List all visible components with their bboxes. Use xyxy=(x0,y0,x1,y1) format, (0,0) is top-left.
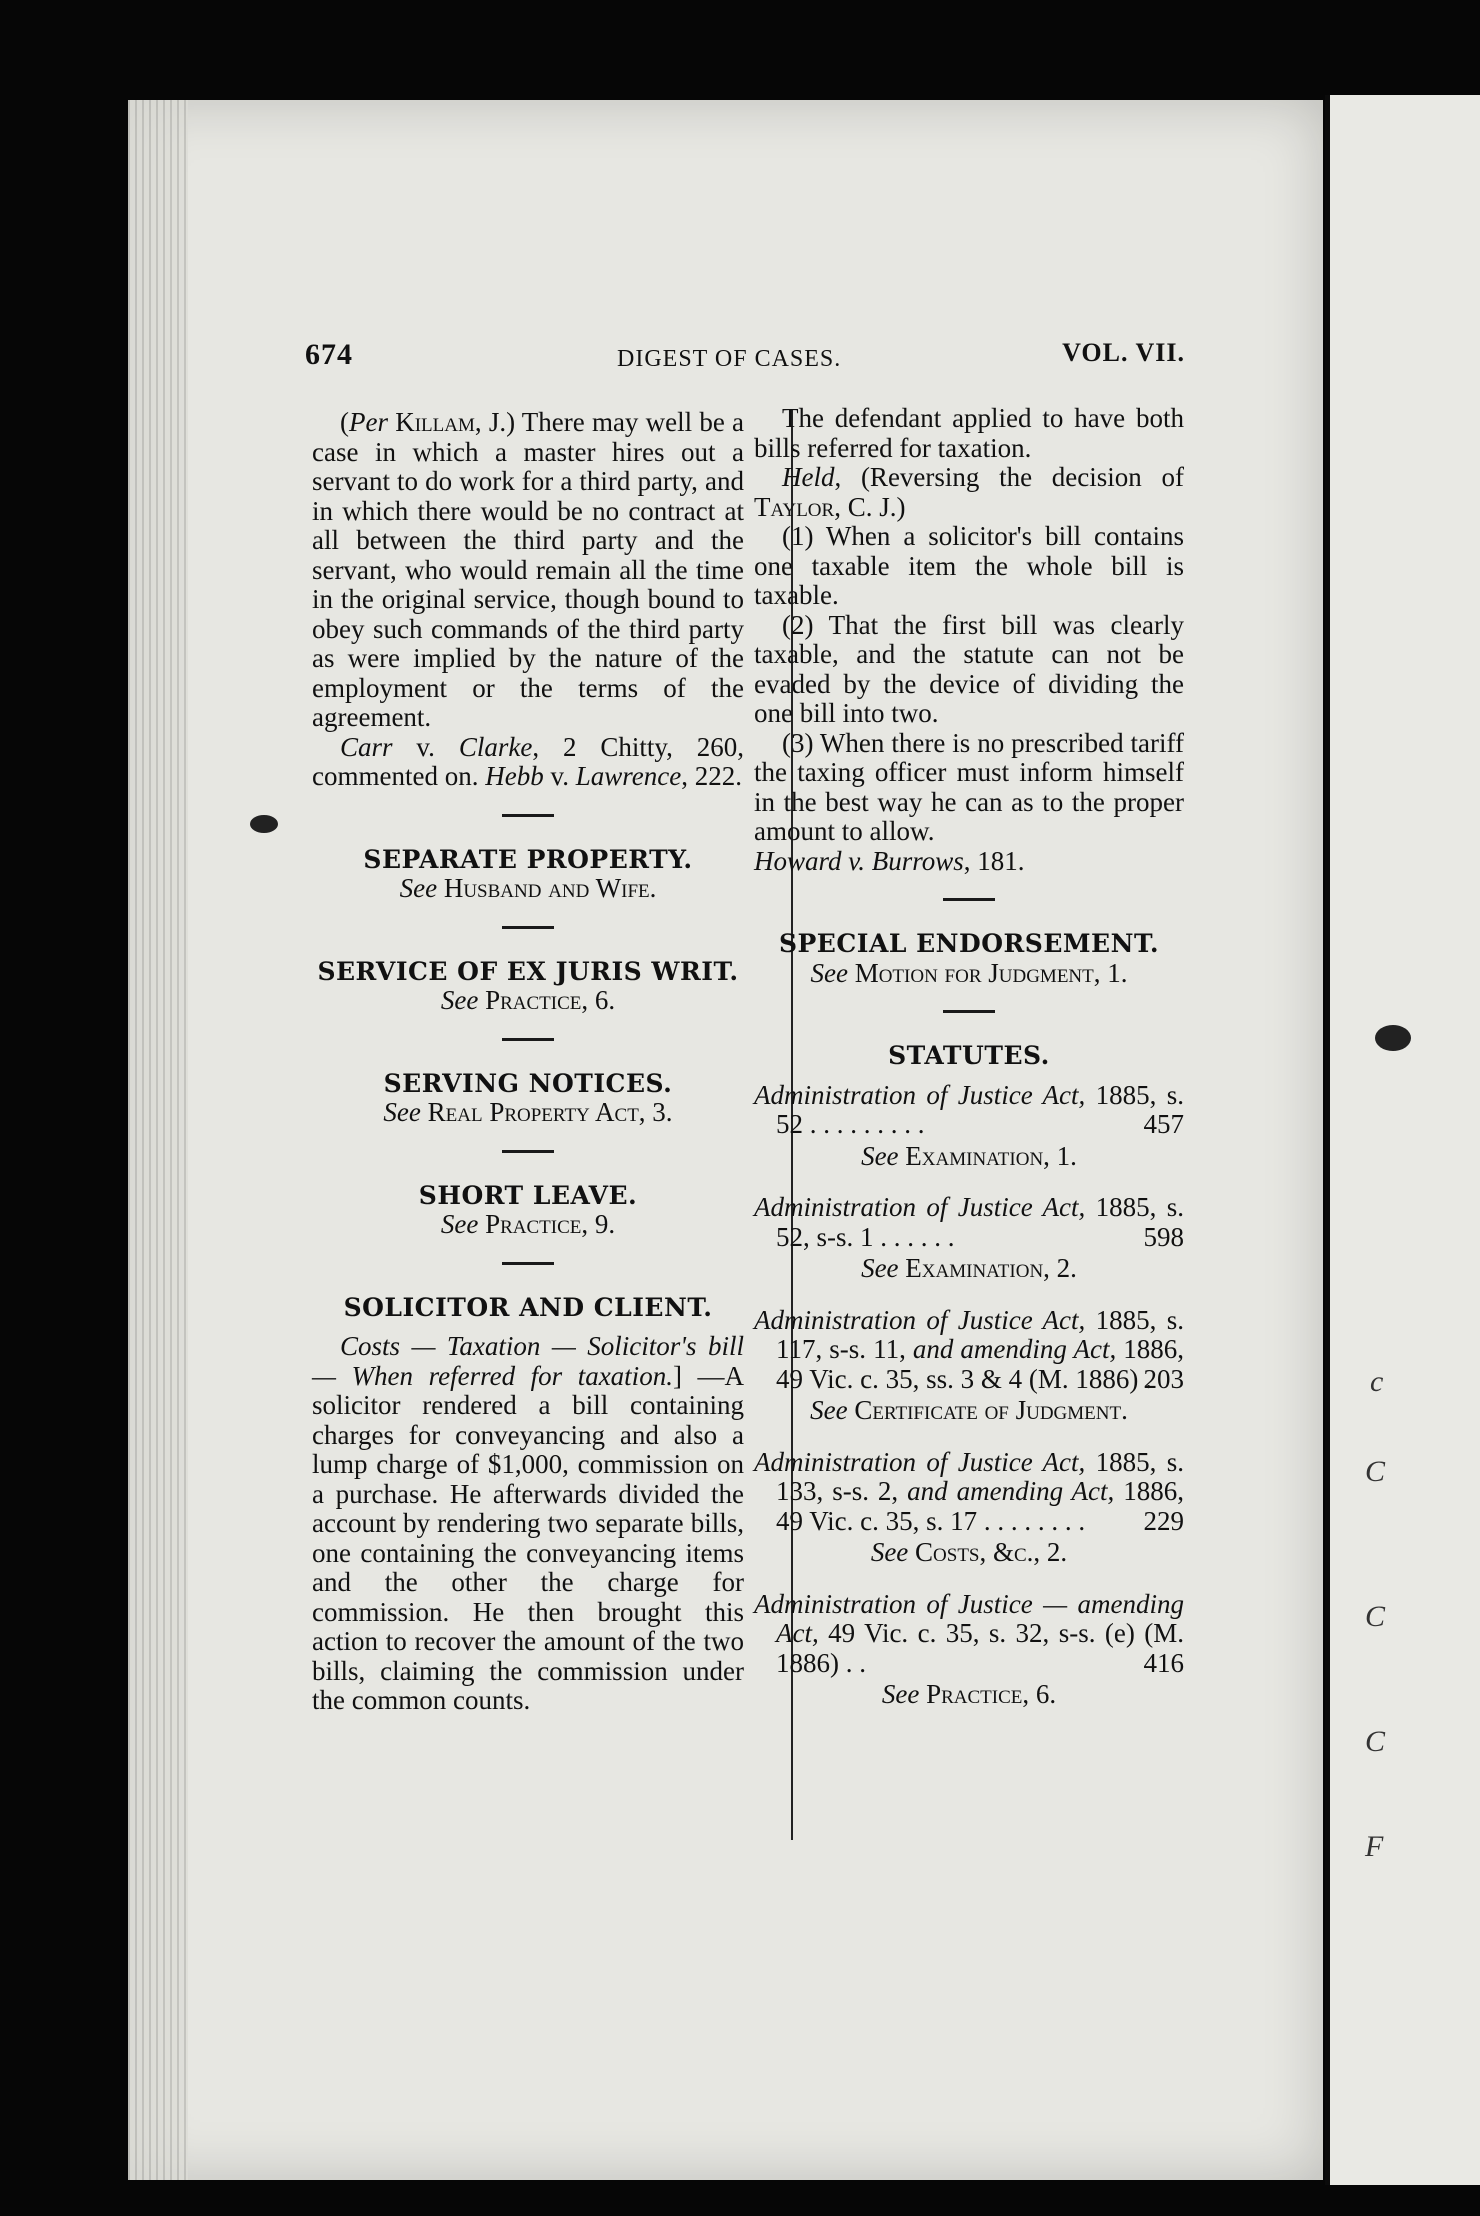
statute-entry xyxy=(754,1193,1184,1284)
section-rule xyxy=(502,1262,554,1265)
running-header xyxy=(305,330,1205,380)
paragraph: Costs — Taxation — Solicitor's bill— When referred for taxation.] —A solicitor rendered a bill containing charges for conveyancing and also a lump charge of $1,000, commission on a purchase. He afterwards divided the account by rendering two separate bills, one containing the conveyancing items and the other the charge for commission. He then brought this action to recover the amount of the two bills, claiming the commission under the common counts. xyxy=(312,1331,745,1715)
cross-reference: See Practice, 9. xyxy=(440,1209,616,1239)
page-number: 674 xyxy=(305,338,353,371)
section-heading: SPECIAL ENDORSEMENT. xyxy=(778,929,1160,958)
right-column xyxy=(754,404,1184,1732)
section-heading: STATUTES. xyxy=(888,1041,1050,1070)
cross-reference: See Certificate of Judgment. xyxy=(810,1395,1128,1425)
statute-entry xyxy=(754,1590,1184,1710)
cross-reference: See Examination, 2. xyxy=(861,1253,1077,1283)
statute-citation: Administration of Justice Act, 1885, s. 117, s-s. 11, and amending Act, 1886, 49 Vic. c. 35, ss. 3 & 4 (M. 1886) . 203 xyxy=(754,1304,1184,1394)
cross-reference: See Examination, 1. xyxy=(861,1140,1077,1171)
running-title: DIGEST OF CASES. xyxy=(617,346,842,372)
volume-label: VOL. VII. xyxy=(1062,338,1185,367)
cross-reference: See Motion for Judgment, 1. xyxy=(810,957,1128,988)
paragraph: The defendant applied to have both bills referred for taxation. xyxy=(754,403,1184,463)
page-ref: 229 xyxy=(1143,1505,1184,1536)
paragraph: (2) That the first bill was clearly taxable, and the statute can not be evaded by the device of dividing the one bill into two. xyxy=(754,609,1184,728)
statute-entry xyxy=(754,1081,1184,1172)
facing-fragment: c xyxy=(1370,1365,1384,1398)
statute-citation: Administration of Justice — amending Act, 49 Vic. c. 35, s. 32, s-s. (e) (M. 1886) . . 416 xyxy=(754,1588,1184,1678)
paragraph: Carr v. Clarke, 2 Chitty, 260, commented on. Hebb v. Lawrence, 222. xyxy=(312,731,744,791)
case-citation: Howard v. Burrows, 181. xyxy=(754,845,1025,876)
ink-blot xyxy=(1375,1025,1411,1051)
cross-reference: See Husband and Wife. xyxy=(399,873,657,903)
section-rule xyxy=(502,926,554,929)
page-ref: 416 xyxy=(1143,1647,1184,1678)
section-rule xyxy=(943,1010,995,1013)
section-heading: SEPARATE PROPERTY. xyxy=(363,844,693,874)
paragraph: (Per Killam, J.) There may well be a case in which a master hires out a servant to do work for a third party, and in which there would be no contract at all between the third party and the servant, who would remain all the time in the original service, though bound to obey such commands of the third party as were implied by the nature of the employment or the terms of the agreement. xyxy=(312,407,745,732)
facing-fragment: C xyxy=(1365,1725,1386,1758)
cross-reference: See Costs, &c., 2. xyxy=(870,1537,1068,1567)
cross-reference: See Real Property Act, 3. xyxy=(383,1097,673,1127)
facing-fragment: C xyxy=(1365,1455,1386,1488)
page-ref: 598 xyxy=(1143,1221,1184,1252)
facing-fragment: C xyxy=(1365,1600,1386,1633)
cross-reference: See Practice, 6. xyxy=(440,985,616,1015)
section-rule xyxy=(502,1038,554,1041)
statute-entry xyxy=(754,1448,1184,1568)
facing-page xyxy=(1325,95,1480,2185)
section-heading: SERVICE OF EX JURIS WRIT. xyxy=(317,956,739,986)
section-rule xyxy=(943,898,995,901)
statute-citation: Administration of Justice Act, 1885, s. 52 . . . . . . . . . 457 xyxy=(754,1079,1184,1139)
section-heading: SOLICITOR AND CLIENT. xyxy=(343,1292,713,1322)
ink-blot xyxy=(250,815,278,833)
facing-fragment: F xyxy=(1365,1830,1384,1863)
page-ref: 203 xyxy=(1143,1363,1184,1394)
statute-citation: Administration of Justice Act, 1885, s. 52, s-s. 1 . . . . . . 598 xyxy=(754,1192,1184,1252)
section-heading: SERVING NOTICES. xyxy=(383,1068,673,1098)
page-ref: 457 xyxy=(1143,1109,1184,1139)
section-heading: SHORT LEAVE. xyxy=(418,1180,638,1210)
section-rule xyxy=(502,1150,554,1153)
section-rule xyxy=(502,814,554,817)
left-column xyxy=(312,408,744,1716)
page-edges xyxy=(128,100,188,2180)
statute-citation: Administration of Justice Act, 1885, s. 133, s-s. 2, and amending Act, 1886, 49 Vic. c. 35, s. 17 . . . . . . . . 229 xyxy=(754,1446,1185,1536)
paragraph: (1) When a solicitor's bill contains one taxable item the whole bill is taxable. xyxy=(754,521,1184,610)
paragraph: (3) When there is no prescribed tariff the taxing officer must inform himself in the best way he can as to the proper amount to allow. xyxy=(754,727,1184,846)
statute-entry xyxy=(754,1306,1184,1426)
cross-reference: See Practice, 6. xyxy=(881,1679,1057,1709)
paragraph: Held, (Reversing the decision of Taylor, C. J.) xyxy=(754,462,1184,522)
